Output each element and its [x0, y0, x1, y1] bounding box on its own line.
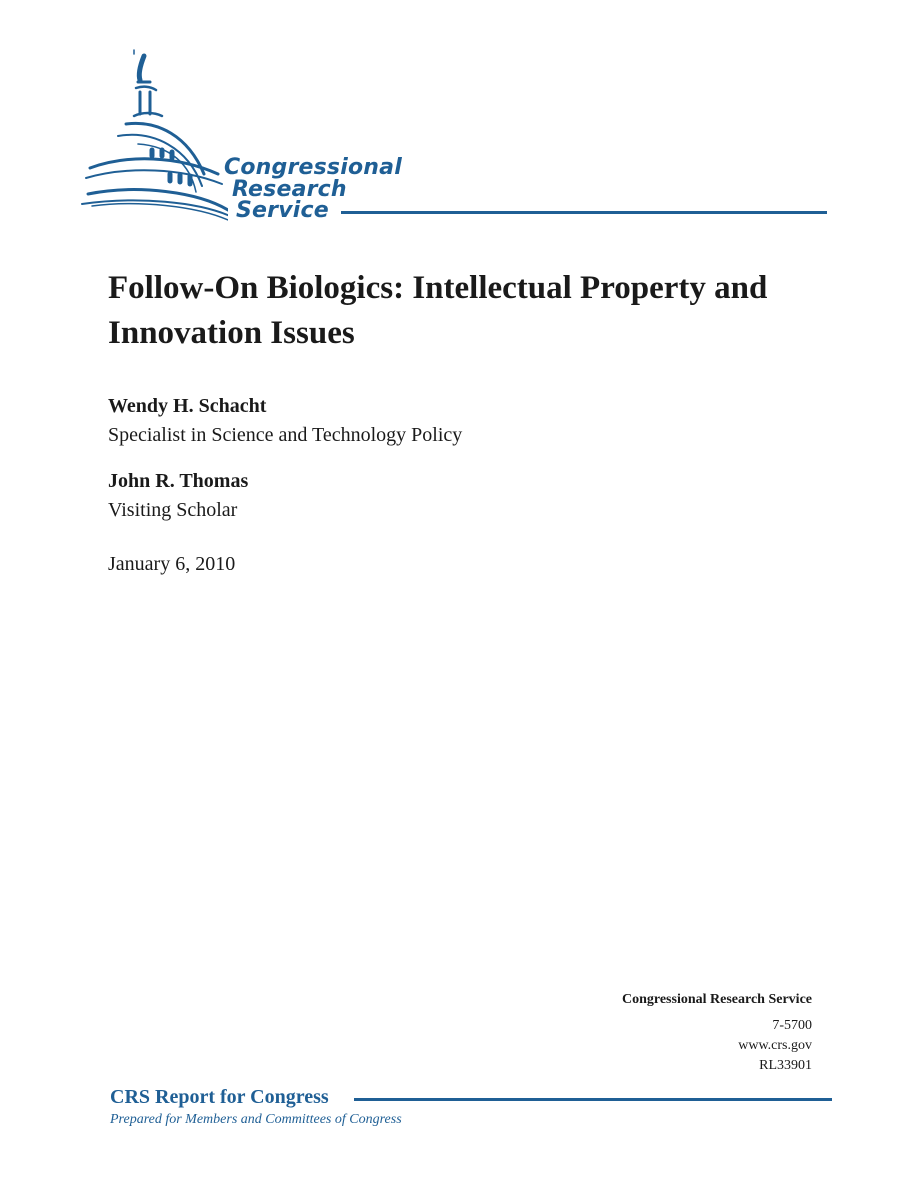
report-title: Follow-On Biologics: Intellectual Property and Innovation Issues	[108, 270, 768, 351]
report-info-block	[622, 990, 812, 1076]
info-organization: Congressional Research Service	[621, 992, 812, 1007]
info-url[interactable]: www.crs.gov	[738, 1038, 812, 1053]
logo-divider-rule	[341, 211, 827, 214]
logo-word-congressional: Congressional	[224, 155, 402, 180]
info-code: 7-5700	[772, 1018, 812, 1033]
logo-word-research: Research	[232, 177, 347, 202]
info-report-number: RL33901	[759, 1058, 812, 1073]
author-name: Wendy H. Schacht	[108, 395, 267, 417]
author-name: John R. Thomas	[108, 470, 249, 492]
author-role: Visiting Scholar	[108, 499, 238, 521]
crs-logo	[78, 44, 838, 229]
footer-subtitle: Prepared for Members and Committees of Congress	[110, 1112, 402, 1127]
footer-title: CRS Report for Congress	[110, 1085, 333, 1109]
author-role: Specialist in Science and Technology Policy	[108, 424, 463, 446]
footer-divider-rule	[354, 1098, 832, 1101]
logo-word-service: Service	[236, 198, 329, 223]
capitol-dome-icon	[78, 44, 228, 229]
report-footer	[110, 1085, 832, 1135]
report-date: January 6, 2010	[108, 553, 236, 575]
